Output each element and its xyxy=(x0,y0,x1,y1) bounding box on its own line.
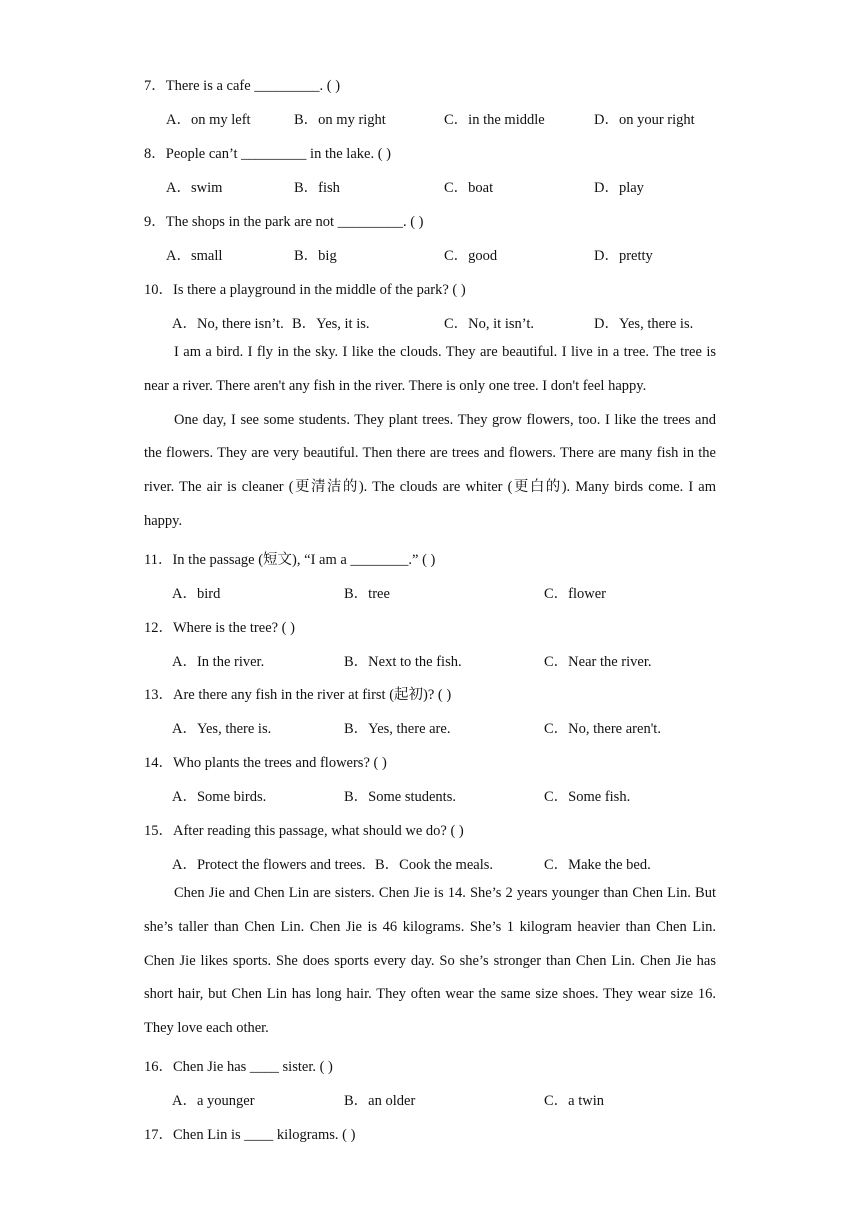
question-9: 9．The shops in the park are not _________. ( ) xyxy=(144,214,424,230)
option-9d: D．pretty xyxy=(594,248,653,264)
option-7c: C．in the middle xyxy=(444,112,545,128)
question-16: 16．Chen Jie has ____ sister. ( ) xyxy=(144,1059,333,1075)
passage-bird-paragraph-1: I am a bird. I fly in the sky. I like the clouds. They are beautiful. I live in a tree. The tree is near a river. There aren't any fish in the river. There is only one tree. I don't feel happy. xyxy=(144,344,716,394)
passage-sisters-paragraph-1: Chen Jie and Chen Lin are sisters. Chen Jie is 14. She’s 2 years younger than Chen Lin. But she’s taller than Chen Lin. Chen Jie is 46 kilograms. She’s 1 kilogram heavier than Chen Lin. Chen Jie likes sports. She does sports every day. So she’s stronger than Chen Lin. Chen Jie has short hair, but Chen Lin has long hair. They often wear the same size shoes. They wear size 16. They love each other. xyxy=(144,885,716,1037)
question-13: 13．Are there any fish in the river at first (起初)? ( ) xyxy=(144,687,452,703)
passage-bird-paragraph-2: One day, I see some students. They plant trees. They grow flowers, too. I like the trees and the flowers. They are very beautiful. Then there are trees and flowers. There are many fish in the river. The air is cleaner (更清洁的). The clouds are whiter (更白的). Many birds come. I am happy. xyxy=(144,411,716,529)
option-10a: A．No, there isn’t. xyxy=(172,316,284,332)
option-9a: A．small xyxy=(166,248,223,264)
option-14a: A．Some birds. xyxy=(172,789,267,805)
option-15b: B．Cook the meals. xyxy=(375,857,494,873)
option-15c: C．Make the bed. xyxy=(544,857,651,873)
option-10c: C．No, it isn’t. xyxy=(444,316,534,332)
question-10: 10．Is there a playground in the middle of the park? ( ) xyxy=(144,282,466,298)
option-11c: C．flower xyxy=(544,586,607,602)
option-12b: B．Next to the fish. xyxy=(344,654,462,670)
option-10b: B．Yes, it is. xyxy=(292,316,370,332)
option-15a: A．Protect the flowers and trees. xyxy=(172,857,366,873)
option-13c: C．No, there aren't. xyxy=(544,721,661,737)
option-9b: B．big xyxy=(294,248,337,264)
option-14c: C．Some fish. xyxy=(544,789,631,805)
option-14b: B．Some students. xyxy=(344,789,456,805)
option-8c: C．boat xyxy=(444,180,494,196)
question-14: 14．Who plants the trees and flowers? ( ) xyxy=(144,755,387,771)
option-8d: D．play xyxy=(594,180,644,196)
question-17: 17．Chen Lin is ____ kilograms. ( ) xyxy=(144,1127,356,1143)
option-11b: B．tree xyxy=(344,586,390,602)
option-8b: B．fish xyxy=(294,180,340,196)
question-11: 11．In the passage (短文), “I am a ________.” ( ) xyxy=(144,552,436,568)
option-12a: A．In the river. xyxy=(172,654,265,670)
option-16c: C．a twin xyxy=(544,1093,605,1109)
option-8a: A．swim xyxy=(166,180,223,196)
passage-bird xyxy=(144,336,716,539)
option-13a: A．Yes, there is. xyxy=(172,721,272,737)
question-15: 15．After reading this passage, what should we do? ( ) xyxy=(144,823,464,839)
option-11a: A．bird xyxy=(172,586,221,602)
option-7b: B．on my right xyxy=(294,112,386,128)
option-16a: A．a younger xyxy=(172,1093,255,1109)
question-7: 7．There is a cafe _________. ( ) xyxy=(144,78,341,94)
option-16b: B．an older xyxy=(344,1093,416,1109)
passage-sisters xyxy=(144,877,716,1046)
option-7d: D．on your right xyxy=(594,112,695,128)
option-9c: C．good xyxy=(444,248,498,264)
question-8: 8．People can’t _________ in the lake. ( ) xyxy=(144,146,391,162)
option-7a: A．on my left xyxy=(166,112,251,128)
option-10d: D．Yes, there is. xyxy=(594,316,694,332)
option-13b: B．Yes, there are. xyxy=(344,721,451,737)
question-12: 12．Where is the tree? ( ) xyxy=(144,620,295,636)
option-12c: C．Near the river. xyxy=(544,654,652,670)
